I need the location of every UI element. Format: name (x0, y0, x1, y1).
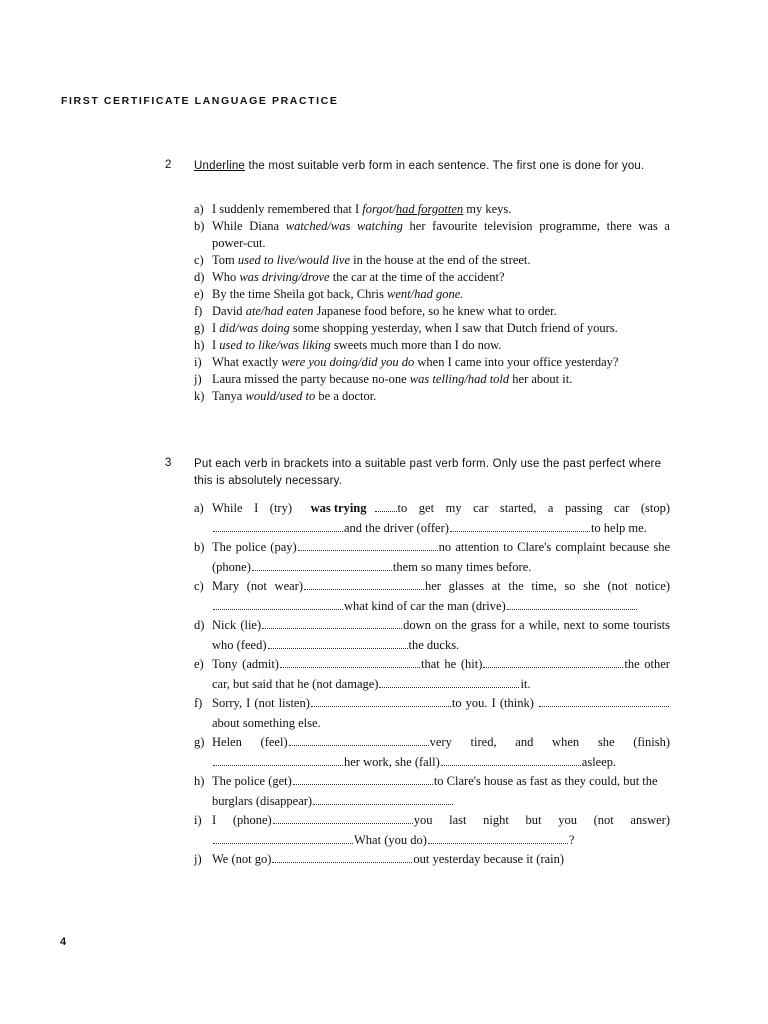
list-item: f) David ate/had eaten Japanese food before, so he knew what to order. (194, 304, 557, 318)
answer-blank[interactable] (428, 832, 568, 844)
example-answer: was trying (310, 501, 367, 515)
exercise-2-number: 2 (165, 159, 172, 171)
exercise-2-instruction (194, 158, 674, 175)
list-item: a) I suddenly remembered that I forgot/had forgotten my keys. (194, 202, 512, 216)
list-item: j) Laura missed the party because no-one was telling/had told her about it. (194, 372, 573, 386)
list-item: g) Helen (feel) very tired, and when she (finish) her work, she (fall) asleep. (194, 735, 671, 769)
list-item: h) I used to like/was liking sweets much more than I do now. (194, 338, 502, 352)
list-item: b) The police (pay) no attention to Clare's complaint because she (phone) them so many times before. (194, 540, 670, 574)
list-item: b) While Diana watched/was watching her favourite television programme, there was a power-cut. (194, 219, 670, 250)
list-item: c) Tom used to live/would live in the house at the end of the street. (194, 253, 531, 267)
exercise-3-instruction: Put each verb in brackets into a suitable past verb form. Only use the past perfect where this is absolutely necessary. (194, 458, 662, 487)
list-item: e) Tony (admit) that he (hit) the other car, but said that he (not damage) it. (194, 657, 670, 691)
answer-blank[interactable] (289, 734, 429, 746)
exercise-3-list (194, 499, 670, 870)
answer-blank[interactable] (268, 637, 408, 649)
list-item: j) We (not go) out yesterday because it (rain) (194, 852, 565, 866)
answer-blank[interactable] (280, 656, 420, 668)
answer-blank[interactable] (450, 520, 590, 532)
list-item: i) What exactly were you doing/did you do when I came into your office yesterday? (194, 355, 619, 369)
list-item: a) While I (try) was trying to get my car started, a passing car (stop) and the driver (offer) to help me. (194, 501, 671, 535)
exercise-3-number: 3 (165, 457, 172, 469)
answer-blank[interactable] (507, 598, 637, 610)
page-number: 4 (60, 936, 67, 948)
answer-blank[interactable] (311, 695, 451, 707)
answer-blank[interactable] (375, 500, 397, 512)
list-item: h) The police (get) to Clare's house as fast as they could, but the burglars (disappear) (194, 774, 658, 808)
instruction-text: the most suitable verb form in each sentence. The first one is done for you. (248, 160, 645, 172)
answer-blank[interactable] (273, 812, 413, 824)
answer-blank[interactable] (272, 851, 412, 863)
answer-blank[interactable] (262, 617, 402, 629)
answer-blank[interactable] (298, 539, 438, 551)
list-item: f) Sorry, I (not listen) to you. I (think) about something else. (194, 694, 670, 733)
answer-blank[interactable] (213, 832, 353, 844)
list-item: d) Who was driving/drove the car at the time of the accident? (194, 270, 505, 284)
running-header: FIRST CERTIFICATE LANGUAGE PRACTICE (61, 95, 339, 107)
answer-blank[interactable] (213, 520, 343, 532)
list-item: g) I did/was doing some shopping yesterday, when I saw that Dutch friend of yours. (194, 321, 618, 335)
answer-blank[interactable] (379, 676, 519, 688)
answer-blank[interactable] (483, 656, 623, 668)
answer-blank[interactable] (252, 559, 392, 571)
list-item: c) Mary (not wear) her glasses at the time, so she (not notice) what kind of car the man (drive) (194, 579, 670, 613)
answer-blank[interactable] (441, 754, 581, 766)
answer-blank[interactable] (293, 773, 433, 785)
instruction-underlined-word: Underline (194, 160, 246, 172)
list-item: i) I (phone) you last night but you (not answer) What (you do) ? (194, 813, 670, 847)
answer-blank[interactable] (304, 578, 424, 590)
list-item: d) Nick (lie) down on the grass for a while, next to some tourists who (feed) the ducks. (194, 618, 670, 652)
answer-blank[interactable] (539, 695, 669, 707)
underlined-answer: had forgotten (395, 202, 464, 216)
answer-blank[interactable] (213, 754, 343, 766)
answer-blank[interactable] (313, 793, 453, 805)
list-item: e) By the time Sheila got back, Chris went/had gone. (194, 287, 464, 301)
exercise-2-list (194, 201, 670, 405)
answer-blank[interactable] (213, 598, 343, 610)
list-item: k) Tanya would/used to be a doctor. (194, 389, 377, 403)
